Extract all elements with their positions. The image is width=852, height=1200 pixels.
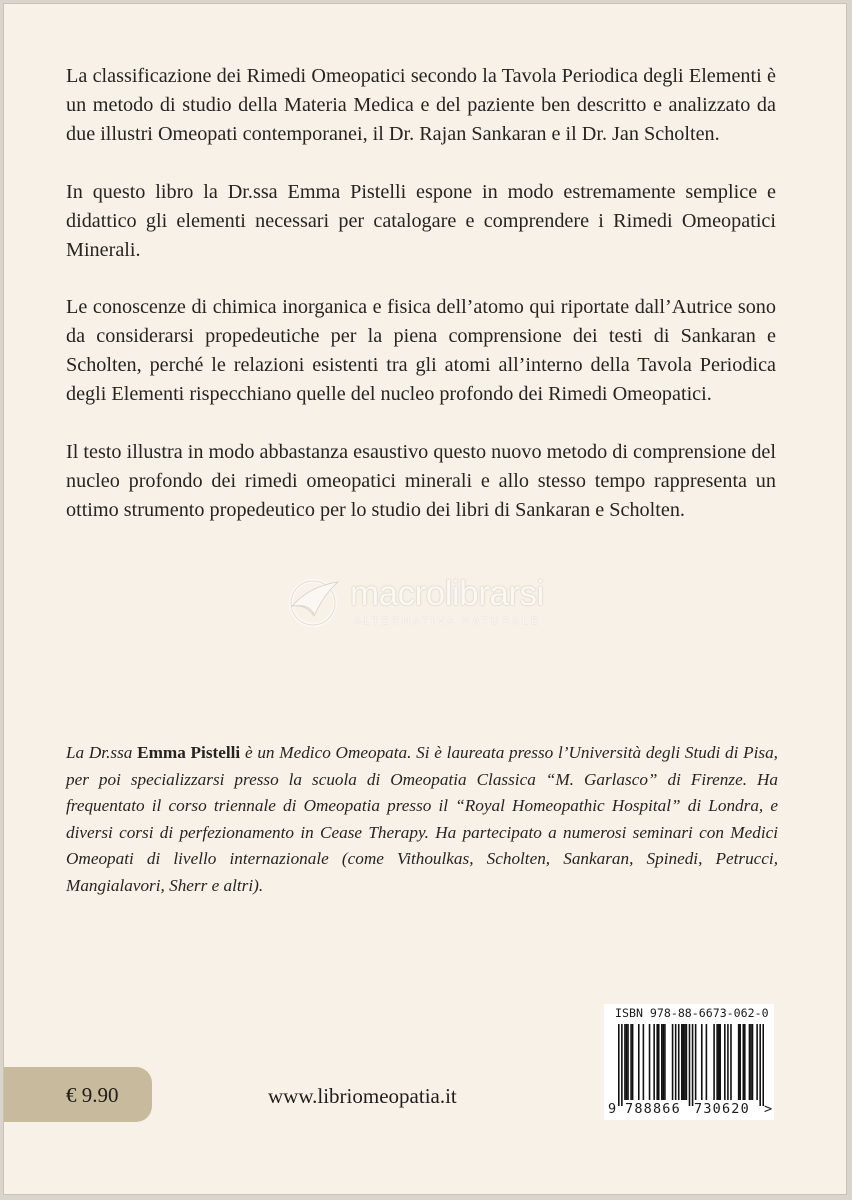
barcode-bar [692,1024,694,1106]
barcode-bar [630,1024,632,1100]
barcode-bar [663,1024,665,1100]
barcode-quiet-zone-mark: > [764,1101,773,1117]
barcode-bar [661,1024,663,1100]
barcode-bar [675,1024,677,1100]
barcode-bar [742,1024,744,1100]
barcode-bar [681,1024,683,1100]
author-name: Emma Pistelli [137,743,241,762]
barcode-bar [727,1024,729,1100]
barcode-bar [678,1024,680,1100]
barcode-bar [638,1024,640,1100]
watermark-tagline: ALTERNATIVA NATURALE [354,615,541,627]
barcode-digits-left: 788866 [625,1101,681,1117]
blurb-paragraph-1: La classificazione dei Rimedi Omeopatici secondo la Tavola Periodica degli Elementi è un metodo di studio della Materia Medica e del paziente ben descritto e analizzato da due illustri Omeopati contemporanei, il Dr. Rajan Sankaran e il Dr. Jan Scholten. [66,65,776,145]
price-label: € 9.90 [66,1083,119,1107]
barcode-bar [706,1024,708,1100]
barcode-bar [716,1024,718,1100]
book-back-cover [3,3,847,1195]
blurb-paragraph-4: Il testo illustra in modo abbastanza esaustivo questo nuovo metodo di comprensione del nucleo profondo dei rimedi omeopatici minerali e allo stesso tempo rappresenta un ottimo strumento propedeutico per lo studio dei libri di Sankaran e Scholten. [66,441,776,521]
barcode-bar [632,1024,634,1100]
barcode-bar [719,1024,721,1100]
blurb-paragraph-3: Le conoscenze di chimica inorganica e fisica dell’atomo qui riportate dall’Autrice sono da considerarsi propedeutiche per la piena comprensione dei testi di Sankaran e Scholten, perché le relazioni esistenti tra gli atomi all’interno della Tavola Periodica degli Elementi rispecchiano quelle del nucleo profondo dei Rimedi Omeopatici. [66,296,776,406]
barcode-bar [621,1024,623,1106]
barcode-bar [656,1024,658,1100]
macrolibrarsi-watermark [284,574,604,634]
watermark-brand-name: macrolibrarsi [350,574,544,613]
blurb-paragraph-2: In questo libro la Dr.ssa Emma Pistelli espone in modo estremamente semplice e didattico gli elementi necessari per catalogare e comprendere i Rimedi Omeopatici Minerali. [66,180,776,261]
barcode-bar [718,1024,720,1100]
barcode-bar [724,1024,726,1100]
barcode-digit-first: 9 [608,1101,617,1117]
barcode-bar [744,1024,746,1100]
barcode-bar [756,1024,758,1100]
barcode-bar [653,1024,655,1100]
barcode-bar [672,1024,674,1100]
barcode-bar [713,1024,715,1100]
barcode-digits-right: 730620 [694,1101,750,1117]
barcode-bar [701,1024,703,1100]
barcode-bar [739,1024,741,1100]
barcode-bar [658,1024,660,1100]
barcode-bar [664,1024,666,1100]
barcode-bar [624,1024,626,1100]
barcode-bar [618,1024,620,1106]
barcode-bar [738,1024,740,1100]
bio-intro: La Dr.ssa [66,743,138,762]
barcode-bar [759,1024,761,1106]
barcode-bar [684,1024,686,1100]
barcode-bar [689,1024,691,1106]
barcode-bar [752,1024,754,1100]
barcode-bar [649,1024,651,1100]
author-bio [66,740,778,899]
barcode-bar [749,1024,751,1100]
barcode-bar [686,1024,688,1100]
barcode-bar [643,1024,645,1100]
bio-text: è un Medico Omeopata. Si è laureata presso l’Università degli Studi di Pisa, per poi specializzarsi presso la scuola di Omeopatia Classica “M. Garlasco” di Firenze. Ha frequentato il corso triennale di Omeopatia presso il “Royal Homeopathic Hospital” di Londra, e diversi corsi di perfezionamento in Cease Therapy. Ha partecipato a numerosi seminari con Medici Omeopati di livello internazionale (come Vithoulkas, Scholten, Sankaran, Spinedi, Petrucci, Mangialavori, Sherr e altri). [66,743,778,895]
barcode-bar [730,1024,732,1100]
barcode-bar [626,1024,628,1100]
barcode-bar [695,1024,697,1100]
barcode-bars [618,1024,764,1106]
isbn-label: ISBN 978-88-6673-062-0 [615,1006,769,1020]
barcode-bar [683,1024,685,1100]
back-cover-blurb [66,62,776,554]
barcode-bar [762,1024,764,1106]
barcode-bar [627,1024,629,1100]
website-url: www.libriomeopatia.it [268,1084,457,1108]
leaf-check-logo-icon [284,576,344,628]
barcode-bar [750,1024,752,1100]
